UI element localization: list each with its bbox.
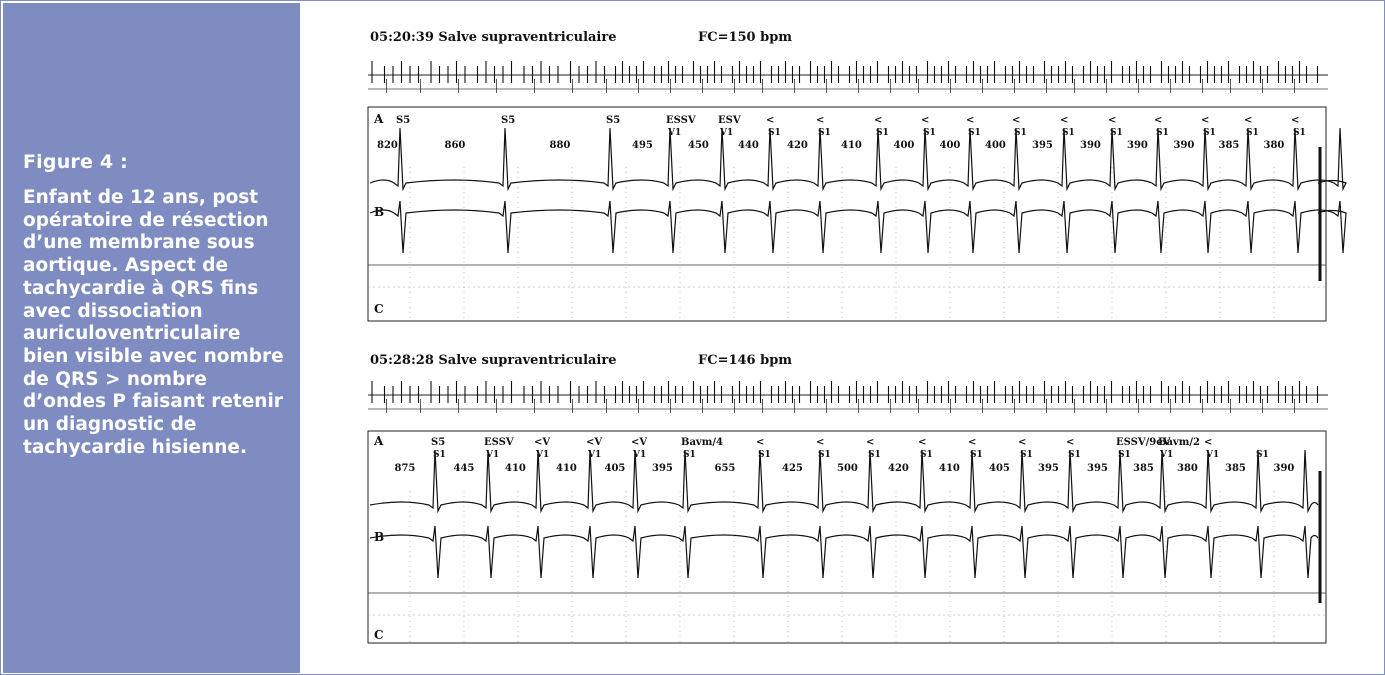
rr-interval: 385: [1133, 463, 1154, 474]
rr-interval: 860: [444, 140, 466, 151]
ecg-trace-b: [370, 201, 1346, 253]
beat-sublabel: S1: [1062, 128, 1075, 138]
beat-sublabel: S1: [433, 450, 446, 460]
rr-interval: 400: [893, 140, 915, 151]
rhythm-overview-strip: [368, 61, 1328, 93]
beat-sublabel: V1: [1206, 450, 1220, 460]
beat-sublabel: S1: [1014, 128, 1027, 138]
beat-label: S5: [606, 115, 621, 126]
beat-sublabel: S1: [968, 128, 981, 138]
beat-sublabel: S1: [1156, 128, 1169, 138]
rr-interval: 400: [985, 140, 1006, 151]
channel-label: A: [374, 434, 384, 448]
beat-label: <: [918, 437, 927, 448]
beat-label: S5: [501, 115, 516, 126]
beat-sublabel: S1: [1110, 128, 1123, 138]
beat-label: <: [921, 115, 930, 126]
rr-interval: 380: [1177, 463, 1198, 474]
beat-sublabel: S1: [923, 128, 936, 138]
beat-label: <: [968, 437, 977, 448]
rr-interval: 655: [714, 463, 736, 474]
beat-sublabel: S1: [1118, 450, 1131, 460]
channel-label: A: [374, 112, 384, 126]
ecg-trace-b: [370, 526, 1318, 578]
rr-interval: 495: [632, 140, 653, 151]
ecg-tracings: [300, 3, 1382, 670]
beat-sublabel: S1: [1246, 128, 1259, 138]
beat-label: ESSV/9eV: [1116, 437, 1171, 448]
beat-sublabel: V1: [668, 128, 682, 138]
channel-label: B: [374, 205, 385, 219]
beat-label: <: [1244, 115, 1253, 126]
rr-interval: 875: [394, 463, 416, 474]
rr-interval: 390: [1127, 140, 1148, 151]
trace-grid: [410, 167, 1274, 321]
ecg-trace-a: [370, 128, 1346, 189]
rr-interval: 410: [939, 463, 960, 474]
beat-sublabel: S1: [758, 450, 771, 460]
rr-interval: 420: [787, 140, 808, 151]
channel-label: C: [374, 302, 384, 316]
rr-interval: 385: [1218, 140, 1240, 151]
figure-title: Figure 4 :: [23, 151, 128, 173]
beat-label: S5: [396, 115, 411, 126]
beat-label: <: [866, 437, 875, 448]
beat-label: <V: [586, 437, 603, 448]
beat-label: S5: [431, 437, 446, 448]
beat-label: Bavm/4: [681, 437, 723, 448]
figure-caption-panel: [3, 3, 300, 673]
strip-header: 05:28:28 Salve supraventriculaire: [370, 353, 617, 368]
rr-interval: 385: [1225, 463, 1246, 474]
rr-interval: 820: [377, 140, 398, 151]
trace-grid: [410, 491, 1274, 643]
rr-interval: 880: [549, 140, 571, 151]
strip-header: 05:20:39 Salve supraventriculaire: [370, 30, 617, 45]
rhythm-overview-strip: [368, 381, 1328, 413]
beat-label: <: [1154, 115, 1163, 126]
rr-interval: 390: [1080, 140, 1101, 151]
beat-label: <: [1204, 437, 1213, 448]
rr-interval: 390: [1273, 463, 1295, 474]
beat-label: ESSV: [484, 437, 514, 448]
rr-interval: 380: [1263, 140, 1285, 151]
beat-label: <V: [631, 437, 648, 448]
beat-label: <: [966, 115, 975, 126]
beat-sublabel: V1: [536, 450, 550, 460]
beat-sublabel: V1: [720, 128, 734, 138]
rr-interval: 410: [505, 463, 526, 474]
beat-label: <: [816, 437, 825, 448]
channel-label: B: [374, 530, 385, 544]
beat-sublabel: S1: [868, 450, 881, 460]
rr-interval: 390: [1173, 140, 1195, 151]
channel-label: C: [374, 628, 384, 642]
beat-label: <: [1060, 115, 1069, 126]
heart-rate-label: FC=150 bpm: [698, 30, 793, 45]
rr-interval: 420: [888, 463, 909, 474]
beat-label: <V: [534, 437, 551, 448]
rr-interval: 425: [782, 463, 803, 474]
rr-interval: 450: [688, 140, 709, 151]
rr-interval: 395: [1032, 140, 1053, 151]
beat-label: <: [1018, 437, 1027, 448]
beat-sublabel: V1: [633, 450, 647, 460]
beat-sublabel: S1: [920, 450, 933, 460]
ecg-strip-2: [368, 353, 1328, 643]
rr-interval: 500: [837, 463, 858, 474]
beat-sublabel: S1: [1256, 450, 1269, 460]
ecg-strip-1: [368, 30, 1346, 321]
beat-sublabel: V1: [1160, 450, 1174, 460]
beat-label: <: [1291, 115, 1300, 126]
beat-sublabel: S1: [1020, 450, 1033, 460]
beat-label: ESSV: [666, 115, 696, 126]
rr-interval: 405: [989, 463, 1010, 474]
beat-sublabel: S1: [818, 128, 831, 138]
beat-sublabel: S1: [768, 128, 781, 138]
rr-interval: 440: [738, 140, 759, 151]
beat-sublabel: V1: [486, 450, 500, 460]
beat-label: Bavm/2: [1158, 437, 1200, 448]
heart-rate-label: FC=146 bpm: [698, 353, 793, 368]
beat-sublabel: S1: [683, 450, 696, 460]
rr-interval: 410: [556, 463, 577, 474]
beat-sublabel: S1: [1293, 128, 1306, 138]
beat-label: <: [1108, 115, 1117, 126]
beat-sublabel: S1: [1068, 450, 1081, 460]
beat-label: <: [1012, 115, 1021, 126]
beat-label: <: [1201, 115, 1210, 126]
beat-sublabel: S1: [970, 450, 983, 460]
beat-sublabel: S1: [818, 450, 831, 460]
rr-interval: 400: [939, 140, 961, 151]
figure-caption-text: Enfant de 12 ans, post opératoire de résection d’une membrane sous aortique. Aspect de tachycardie à QRS fins avec dissociation auriculoventriculaire bien visible avec nombre de QRS > nombre d’ondes P faisant retenir un diagnostic de tachycardie hisienne.: [23, 187, 284, 458]
beat-label: <: [756, 437, 765, 448]
ecg-trace-a: [370, 450, 1318, 511]
beat-label: ESV: [718, 115, 741, 126]
rr-interval: 445: [453, 463, 475, 474]
beat-sublabel: V1: [588, 450, 602, 460]
beat-label: <: [766, 115, 775, 126]
rr-interval: 410: [841, 140, 862, 151]
rr-interval: 395: [1087, 463, 1108, 474]
beat-label: <: [1066, 437, 1075, 448]
rr-interval: 395: [652, 463, 673, 474]
rr-interval: 395: [1038, 463, 1059, 474]
ecg-figure: [300, 3, 1382, 670]
beat-label: <: [816, 115, 825, 126]
beat-sublabel: S1: [876, 128, 889, 138]
beat-sublabel: S1: [1203, 128, 1216, 138]
beat-label: <: [874, 115, 883, 126]
rr-interval: 405: [604, 463, 626, 474]
